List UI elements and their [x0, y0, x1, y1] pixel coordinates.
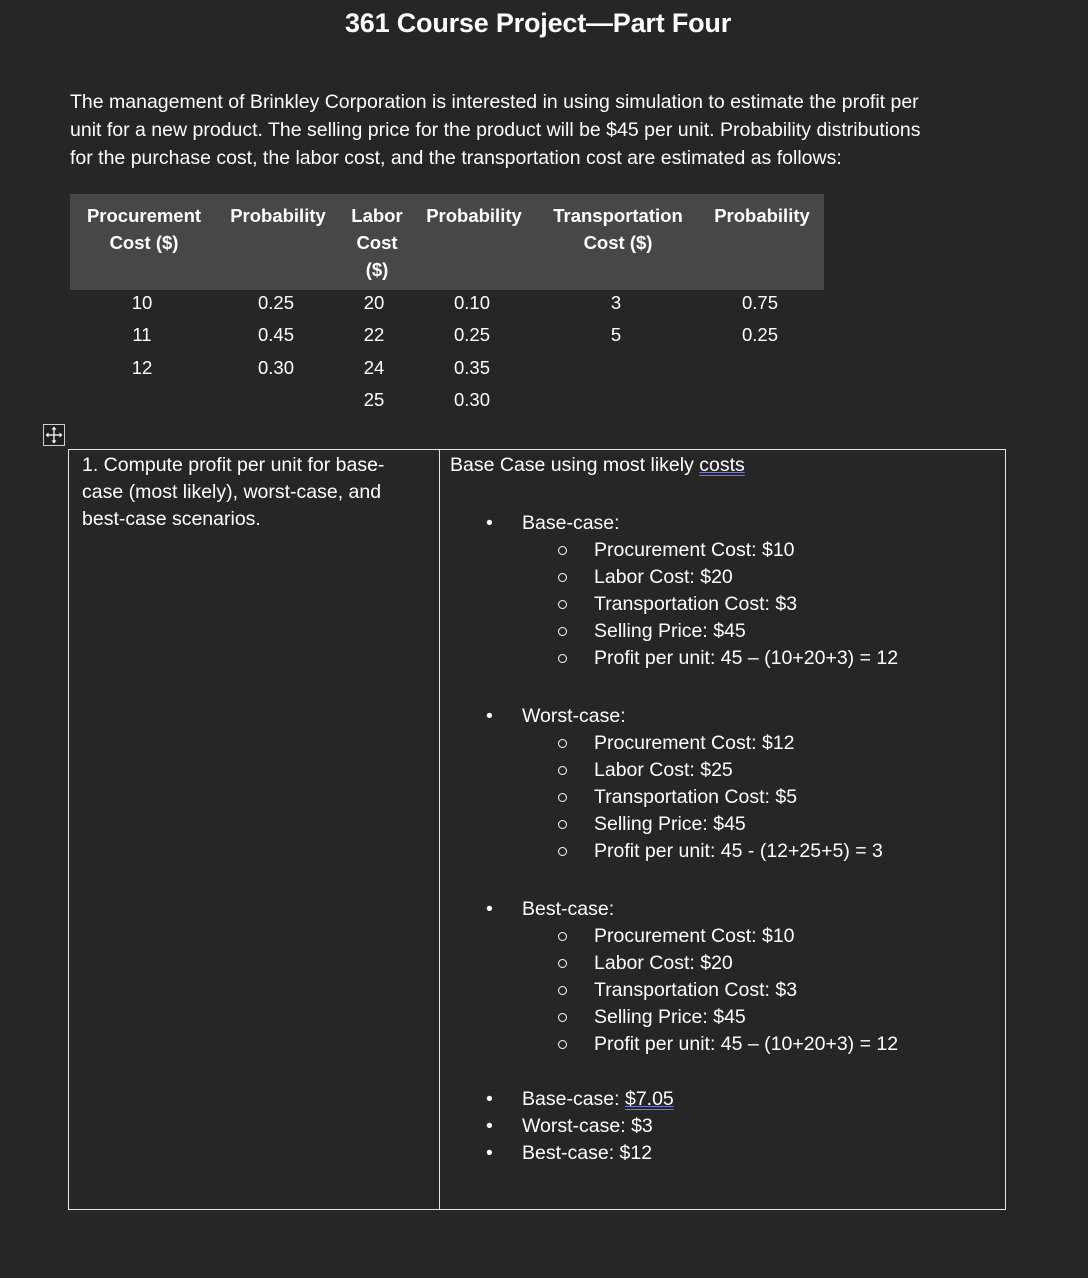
list-item: Selling Price: $45 [450, 1004, 990, 1031]
list-item: Procurement Cost: $12 [450, 730, 990, 757]
circle-bullet-icon [558, 766, 567, 775]
case-label: • Worst-case: [450, 703, 990, 730]
list-item: Profit per unit: 45 - (12+25+5) = 3 [450, 838, 990, 865]
list-item: Selling Price: $45 [450, 618, 990, 645]
column-divider [439, 450, 440, 1209]
circle-bullet-icon [558, 986, 567, 995]
probability-table-header [70, 194, 824, 290]
transportation-probability-cell: 0.25 [741, 324, 778, 345]
case-label: • Best-case: [450, 896, 990, 923]
worst-case-block [450, 703, 990, 865]
bullet-icon: • [486, 1088, 493, 1110]
circle-bullet-icon [558, 654, 567, 663]
header-labor-probability: Probability [426, 205, 522, 226]
circle-bullet-icon [558, 1013, 567, 1022]
circle-bullet-icon [558, 959, 567, 968]
list-item: Transportation Cost: $5 [450, 784, 990, 811]
transportation-cost-cell: 5 [610, 324, 622, 345]
procurement-cost-cell: 12 [131, 357, 153, 378]
best-case-block [450, 896, 990, 1058]
circle-bullet-icon [558, 847, 567, 856]
header-transportation-cost: Transportation Cost ($) [553, 205, 683, 253]
labor-probability-cell: 0.30 [453, 389, 490, 410]
summary-base: • Base-case: $7.05 [450, 1086, 990, 1113]
labor-cost-cell: 25 [363, 389, 385, 410]
base-case-block [450, 510, 990, 672]
header-labor-cost: Labor Cost ($) [351, 205, 403, 280]
answer-heading: Base Case using most likely costs [450, 454, 745, 476]
list-item: Labor Cost: $20 [450, 564, 990, 591]
transportation-cost-cell: 3 [610, 292, 622, 313]
answer-cell[interactable] [450, 452, 990, 1167]
bullet-icon: • [486, 1115, 493, 1137]
summary-block [450, 1086, 990, 1167]
intro-line: for the purchase cost, the labor cost, and the transportation cost are estimated as follows: [70, 147, 842, 169]
procurement-probability-cell: 0.45 [257, 324, 294, 345]
document-title: 361 Course Project—Part Four [344, 8, 732, 38]
list-item: Transportation Cost: $3 [450, 977, 990, 1004]
procurement-cost-cell: 11 [132, 324, 152, 345]
base-case-value: $7.05 [624, 1088, 674, 1110]
circle-bullet-icon [558, 932, 567, 941]
bullet-icon: • [486, 512, 493, 534]
summary-best: • Best-case: $12 [450, 1140, 990, 1167]
worst-case-items [450, 730, 990, 865]
base-case-items [450, 537, 990, 672]
table-move-handle-icon[interactable] [43, 424, 65, 446]
procurement-cost-cell: 10 [131, 292, 153, 313]
circle-bullet-icon [558, 573, 567, 582]
circle-bullet-icon [558, 739, 567, 748]
list-item: Labor Cost: $25 [450, 757, 990, 784]
list-item: Transportation Cost: $3 [450, 591, 990, 618]
circle-bullet-icon [558, 627, 567, 636]
best-case-items [450, 923, 990, 1058]
question-line: 1. Compute profit per unit for base- [82, 454, 385, 476]
probability-table [70, 194, 824, 420]
list-item: Profit per unit: 45 – (10+20+3) = 12 [450, 1031, 990, 1058]
labor-probability-cell: 0.35 [453, 357, 490, 378]
list-item: Labor Cost: $20 [450, 950, 990, 977]
intro-paragraph [70, 88, 1030, 172]
bullet-icon: • [486, 1142, 493, 1164]
bullet-icon: • [486, 705, 493, 727]
question-cell[interactable] [82, 452, 427, 533]
list-item: Procurement Cost: $10 [450, 923, 990, 950]
header-procurement-probability: Probability [230, 205, 326, 226]
labor-probability-cell: 0.10 [453, 292, 490, 313]
transportation-probability-cell: 0.75 [741, 292, 778, 313]
circle-bullet-icon [558, 1040, 567, 1049]
intro-line: unit for a new product. The selling price for the product will be $45 per unit. Probability distributions [70, 119, 921, 141]
header-procurement-cost: Procurement Cost ($) [86, 205, 202, 253]
underlined-word: costs [699, 454, 745, 476]
circle-bullet-icon [558, 600, 567, 609]
procurement-probability-cell: 0.25 [257, 292, 294, 313]
list-item: Procurement Cost: $10 [450, 537, 990, 564]
intro-line: The management of Brinkley Corporation is interested in using simulation to estimate the profit per [70, 91, 919, 113]
labor-cost-cell: 22 [363, 324, 385, 345]
labor-cost-cell: 24 [363, 357, 385, 378]
question-line: case (most likely), worst-case, and [82, 481, 382, 503]
header-transportation-probability: Probability [714, 205, 810, 226]
list-item: Selling Price: $45 [450, 811, 990, 838]
list-item: Profit per unit: 45 – (10+20+3) = 12 [450, 645, 990, 672]
summary-worst: • Worst-case: $3 [450, 1113, 990, 1140]
labor-cost-cell: 20 [363, 292, 385, 313]
bullet-icon: • [486, 898, 493, 920]
circle-bullet-icon [558, 546, 567, 555]
circle-bullet-icon [558, 793, 567, 802]
answer-table [68, 449, 1006, 1210]
case-label: • Base-case: [450, 510, 990, 537]
question-line: best-case scenarios. [82, 508, 261, 530]
procurement-probability-cell: 0.30 [257, 357, 294, 378]
probability-table-body [70, 290, 824, 420]
circle-bullet-icon [558, 820, 567, 829]
labor-probability-cell: 0.25 [453, 324, 490, 345]
